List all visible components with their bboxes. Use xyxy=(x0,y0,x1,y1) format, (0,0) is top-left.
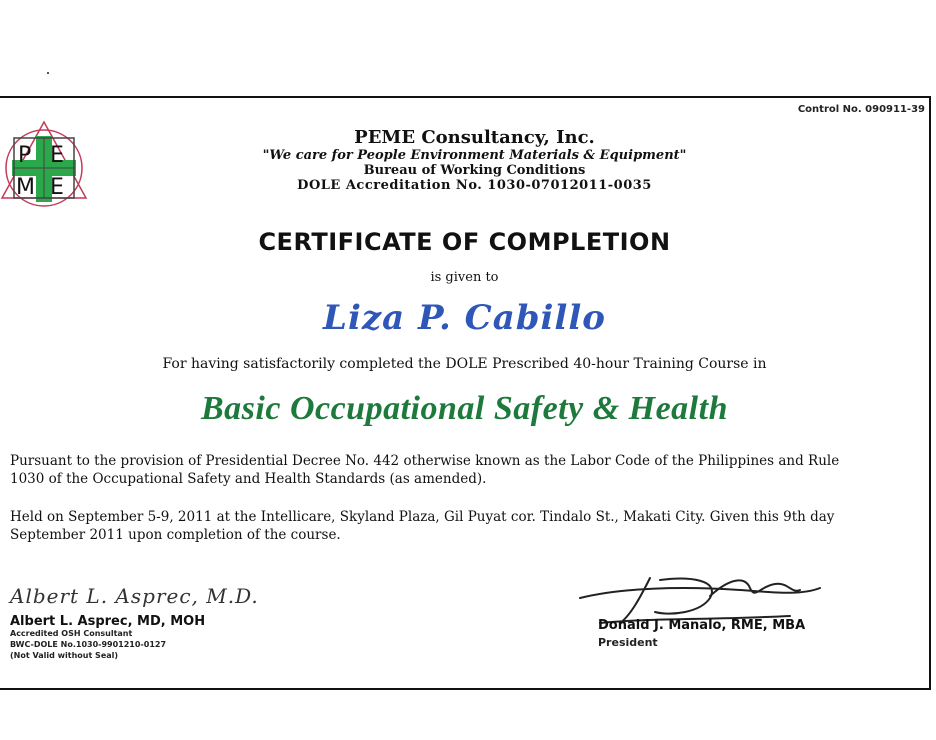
recipient-name: Liza P. Cabillo xyxy=(323,298,606,338)
scan-speck xyxy=(47,72,49,74)
certificate-frame xyxy=(0,96,931,690)
signatory-left-name: Albert L. Asprec, MD, MOH xyxy=(10,614,206,629)
certificate-title: CERTIFICATE OF COMPLETION xyxy=(258,228,671,256)
signatory-left-license: BWC-DOLE No.1030-9901210-0127 xyxy=(10,639,167,649)
course-name: Basic Occupational Safety & Health xyxy=(201,390,728,427)
company-slogan: "We care for People Environment Materials & Equipment" xyxy=(262,147,687,163)
given-to-text: is given to xyxy=(430,270,499,285)
issuer-header xyxy=(0,128,929,194)
logo-letter-p: P xyxy=(18,143,32,168)
logo-letter-m: M xyxy=(16,175,35,200)
signatory-left-role: Accredited OSH Consultant xyxy=(10,629,133,638)
venue-date-paragraph: Held on September 5-9, 2011 at the Intellicare, Skyland Plaza, Gil Puyat cor. Tindalo St., Makati City. Given this 9th day September 2011 upon completion of the course. xyxy=(10,509,835,544)
signatory-right-name: Donald J. Manalo, RME, MBA xyxy=(598,618,806,633)
signatory-right xyxy=(560,568,860,658)
company-name: PEME Consultancy, Inc. xyxy=(354,127,595,148)
signatory-left xyxy=(10,584,330,661)
signatory-left-note: (Not Valid without Seal) xyxy=(10,650,119,660)
completion-statement: For having satisfactorily completed the DOLE Prescribed 40-hour Training Course in xyxy=(162,356,767,372)
legal-basis-paragraph: Pursuant to the provision of Presidential Decree No. 442 otherwise known as the Labor Code of the Philippines and Rule 1030 of the Occupational Safety and Health Standards (as amended). xyxy=(10,453,840,488)
logo-letter-e-top: E xyxy=(50,143,64,168)
bureau-name: Bureau of Working Conditions xyxy=(363,162,586,178)
signatory-right-role: President xyxy=(598,636,658,649)
signature-left: Albert L. Asprec, M.D. xyxy=(10,584,259,608)
control-number: Control No. 090911-39 xyxy=(797,104,925,115)
accreditation-number: DOLE Accreditation No. 1030-07012011-0035 xyxy=(297,177,652,193)
logo-letter-e-bottom: E xyxy=(50,175,64,200)
